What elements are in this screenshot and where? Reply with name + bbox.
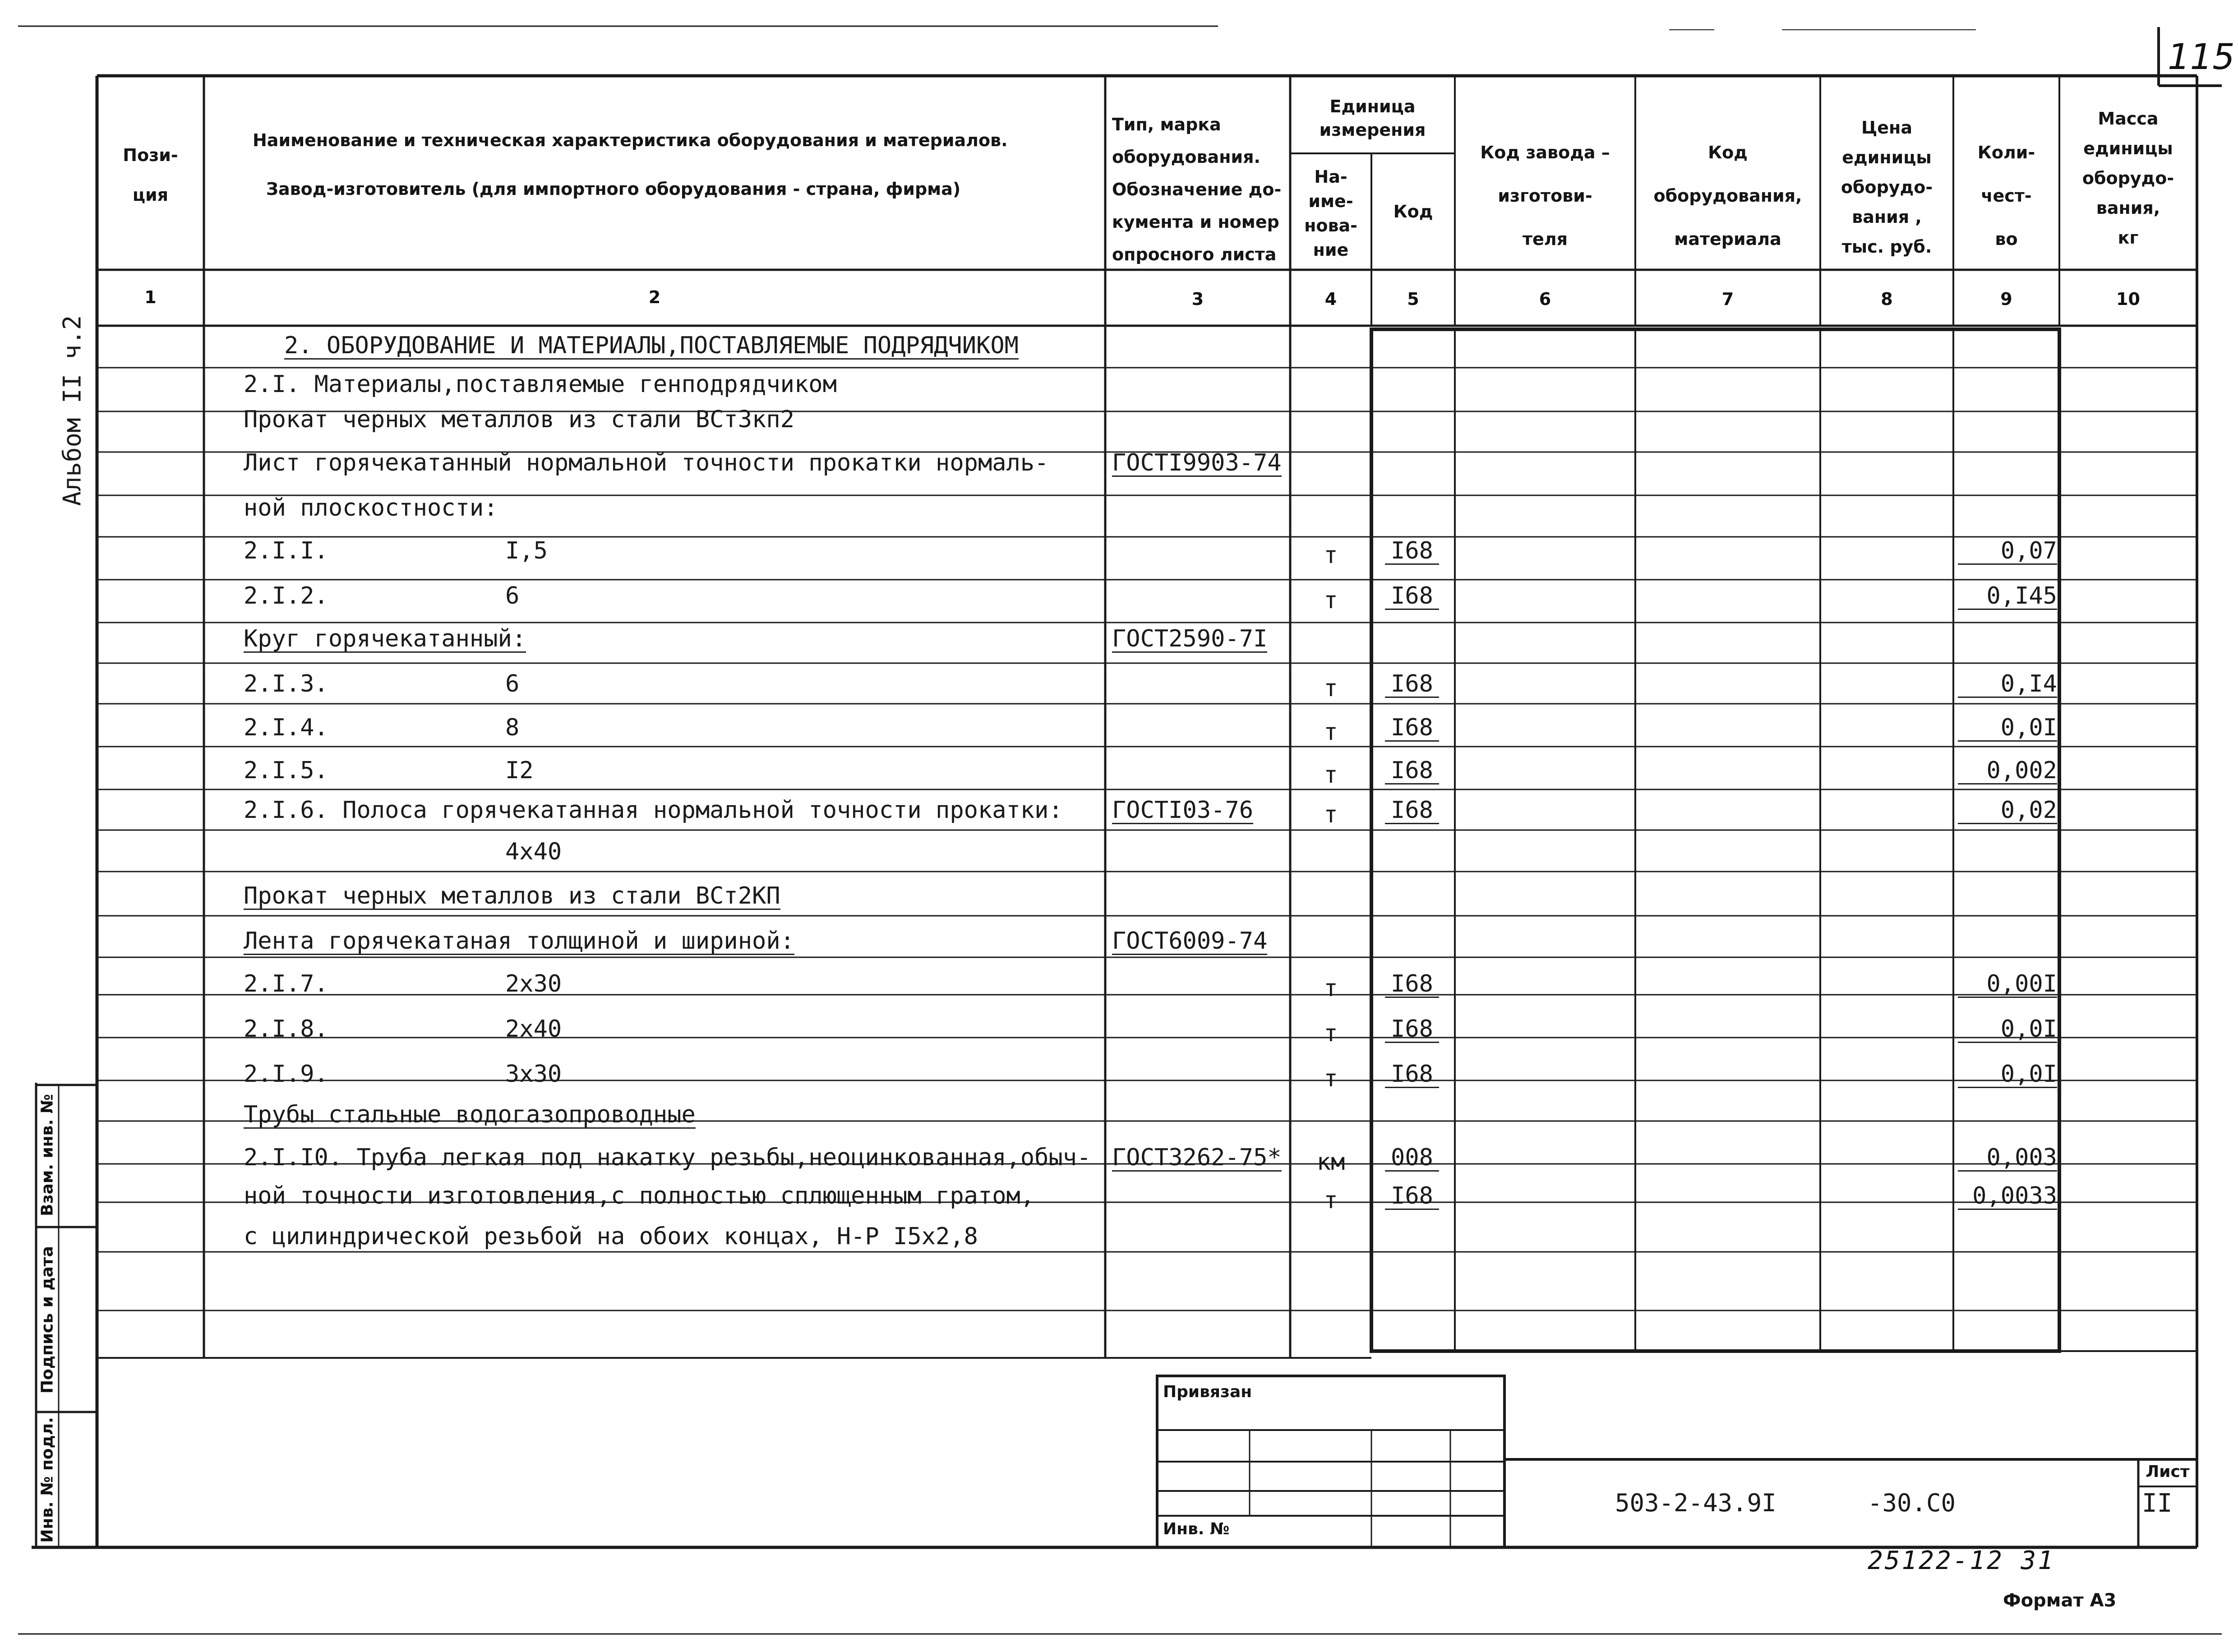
header-price-line: вания ,	[1852, 207, 1922, 227]
item-quantity: 0,02	[1958, 798, 2057, 824]
item-position: 2.I.5.	[244, 757, 328, 784]
item-unit-code: I68	[1385, 1062, 1439, 1088]
item-quantity: 0,00I	[1958, 972, 2057, 998]
item-standard: ГОСТ2590-7I	[1112, 625, 1268, 652]
header-unit-code: Код	[1393, 202, 1433, 221]
item-position: 2.I.7.	[244, 970, 328, 997]
item-name: 2.I. Материалы,поставляемые генподрядчиком	[244, 371, 837, 398]
header-mass-line: единицы	[2083, 138, 2173, 158]
item-unit-code: I68	[1385, 672, 1439, 698]
header-quantity	[1953, 131, 2059, 261]
header-unit-line: измерения	[1319, 120, 1426, 140]
document-code: 503-2-43.9I	[1615, 1489, 1777, 1517]
item-unit-code: I68	[1385, 1184, 1439, 1210]
header-type-line: опросного листа	[1112, 245, 1277, 264]
title-block-privyazan: Привязан	[1163, 1383, 1252, 1401]
item-position: 2.I.3.	[244, 670, 328, 697]
item-unit-code: 008	[1385, 1146, 1439, 1172]
stamp-label-vzam-inv: Взам. инв. №	[38, 1094, 57, 1216]
item-name: ной точности изготовления,с полностью сплющенным гратом,	[244, 1182, 1035, 1209]
item-name: Трубы стальные водогазопроводные	[244, 1101, 696, 1128]
column-number: 10	[2116, 289, 2140, 309]
item-size: 2х40	[505, 1015, 562, 1043]
header-manufacturer: Завод-изготовитель (для импортного оборудования - страна, фирма)	[266, 179, 961, 199]
column-number: 2	[648, 287, 661, 307]
header-unit-name-line: нова-	[1304, 216, 1357, 235]
stamp-label-inv-podl: Инв. № подл.	[38, 1417, 57, 1543]
item-size: 3х30	[505, 1061, 562, 1088]
item-unit: т	[1324, 761, 1338, 789]
header-quantity-line: во	[1995, 229, 2018, 249]
column-number: 8	[1881, 289, 1893, 309]
item-quantity: 0,I4	[1958, 672, 2057, 698]
header-equipment-code	[1635, 131, 1820, 261]
item-unit: т	[1324, 1020, 1338, 1047]
item-quantity: 0,002	[1958, 759, 2057, 784]
item-name: Прокат черных металлов из стали ВСт3кп2	[244, 406, 794, 433]
item-unit: т	[1324, 1065, 1338, 1092]
header-price-line: тыс. руб.	[1841, 237, 1932, 257]
item-name: Лента горячекатаная толщиной и шириной:	[244, 928, 794, 955]
header-unit-group	[1290, 95, 1455, 142]
header-mass-line: Масса	[2098, 109, 2159, 129]
item-unit: км	[1316, 1149, 1345, 1176]
item-unit: т	[1324, 542, 1338, 569]
item-unit-code: I68	[1385, 584, 1439, 610]
sheet-corner-number: 115	[2168, 37, 2235, 78]
paper-format: Формат А3	[2003, 1590, 2117, 1611]
item-position: 2.I.9.	[244, 1061, 328, 1088]
title-block-inv-no: Инв. №	[1163, 1520, 1230, 1538]
column-number: 7	[1721, 289, 1734, 309]
item-quantity: 0,0I	[1958, 1017, 2057, 1043]
album-label: Альбом II ч.2	[58, 315, 87, 506]
sheet-number: II	[2142, 1489, 2173, 1518]
item-name: Лист горячекатанный нормальной точности прокатки нормаль-	[244, 449, 1049, 476]
section-title: 2. ОБОРУДОВАНИЕ И МАТЕРИАЛЫ,ПОСТАВЛЯЕМЫЕ ПОДРЯДЧИКОМ	[284, 332, 1019, 359]
header-price-line: оборудо-	[1841, 177, 1933, 197]
item-size: 2х30	[505, 970, 562, 997]
item-unit: т	[1324, 975, 1338, 1002]
header-type-line: Тип, марка	[1112, 115, 1221, 134]
header-position-line: Пози-	[123, 145, 178, 165]
item-name: ной плоскостности:	[244, 494, 498, 521]
item-quantity: 0,07	[1958, 539, 2057, 565]
header-position-line: ция	[132, 185, 169, 205]
item-position: 2.I.2.	[244, 582, 328, 609]
handwritten-number: 25122-12 31	[1868, 1546, 2055, 1575]
item-unit-code: I68	[1385, 716, 1439, 742]
item-name: 2.I.I0. Труба легкая под накатку резьбы,неоцинкованная,обыч-	[244, 1144, 1091, 1171]
item-quantity: 0,I45	[1958, 584, 2057, 610]
column-number: 9	[2000, 289, 2012, 309]
item-standard: ГОСТ3262-75*	[1112, 1144, 1282, 1171]
sheet-label: Лист	[2146, 1463, 2190, 1481]
header-type-line: Обозначение до-	[1112, 180, 1282, 199]
header-factory-code-line: Код завода –	[1480, 143, 1610, 162]
item-unit-code: I68	[1385, 972, 1439, 998]
item-size: I,5	[505, 537, 548, 564]
header-factory-code-line: изготови-	[1498, 186, 1592, 206]
item-name: Прокат черных металлов из стали ВСт2КП	[244, 882, 780, 909]
header-factory-code-line: теля	[1522, 229, 1568, 249]
column-number: 6	[1539, 289, 1551, 309]
item-name: Круг горячекатанный:	[244, 625, 526, 652]
column-number: 4	[1324, 289, 1337, 309]
header-price-line: единицы	[1842, 148, 1932, 167]
column-number: 3	[1191, 289, 1204, 309]
stamp-label-podpis-data: Подпись и дата	[38, 1246, 57, 1394]
header-position	[97, 135, 204, 215]
header-mass-line: кг	[2118, 228, 2139, 248]
item-size: 8	[505, 714, 520, 741]
item-quantity: 0,0I	[1958, 1062, 2057, 1088]
header-unit-name-line: име-	[1308, 191, 1353, 211]
header-quantity-line: чест-	[1981, 186, 2032, 206]
header-type	[1112, 108, 1281, 271]
header-unit-line: Единица	[1329, 97, 1416, 116]
item-unit-code: I68	[1385, 539, 1439, 565]
item-quantity: 0,003	[1958, 1146, 2057, 1172]
item-position: 2.I.8.	[244, 1015, 328, 1043]
item-position: 2.I.I.	[244, 537, 328, 564]
column-number: 5	[1407, 289, 1419, 309]
item-position: 2.I.4.	[244, 714, 328, 741]
header-equipment-code-line: оборудования,	[1653, 186, 1802, 206]
item-size: 4х40	[505, 838, 562, 865]
item-unit: т	[1324, 587, 1338, 614]
item-unit: т	[1324, 675, 1338, 702]
header-equipment-code-line: Код	[1708, 143, 1748, 162]
header-unit-name	[1290, 165, 1371, 262]
item-quantity: 0,0I	[1958, 716, 2057, 742]
item-size: 6	[505, 670, 520, 697]
header-equipment-code-line: материала	[1674, 229, 1781, 249]
header-quantity-line: Коли-	[1977, 143, 2035, 162]
item-quantity: 0,0033	[1958, 1184, 2057, 1210]
item-size: I2	[505, 757, 534, 784]
item-unit-code: I68	[1385, 759, 1439, 784]
header-mass	[2059, 104, 2197, 253]
item-unit-code: I68	[1385, 1017, 1439, 1043]
item-standard: ГОСТI9903-74	[1112, 449, 1282, 476]
header-price	[1820, 113, 1953, 262]
document-code-suffix: -30.C0	[1868, 1489, 1956, 1517]
header-name: Наименование и техническая характеристика оборудования и материалов.	[253, 130, 1008, 150]
header-mass-line: вания,	[2096, 198, 2160, 218]
header-type-line: кумента и номер	[1112, 212, 1279, 232]
header-unit-name-line: На-	[1314, 167, 1347, 187]
item-standard: ГОСТ6009-74	[1112, 928, 1268, 955]
header-unit-name-line: ние	[1313, 240, 1349, 260]
header-price-line: Цена	[1861, 118, 1912, 138]
item-size: 6	[505, 582, 520, 609]
item-unit-code: I68	[1385, 798, 1439, 824]
header-type-line: оборудования.	[1112, 147, 1260, 167]
column-number: 1	[144, 287, 157, 307]
header-factory-code	[1455, 131, 1635, 261]
item-name: с цилиндрической резьбой на обоих концах, Н-Р I5х2,8	[244, 1223, 978, 1250]
header-mass-line: оборудо-	[2082, 168, 2174, 188]
item-name: 2.I.6. Полоса горячекатанная нормальной точности прокатки:	[244, 797, 1063, 824]
item-unit: т	[1324, 719, 1338, 746]
item-standard: ГОСТI03-76	[1112, 797, 1254, 824]
item-unit: т	[1324, 801, 1338, 828]
item-unit: т	[1324, 1187, 1338, 1214]
